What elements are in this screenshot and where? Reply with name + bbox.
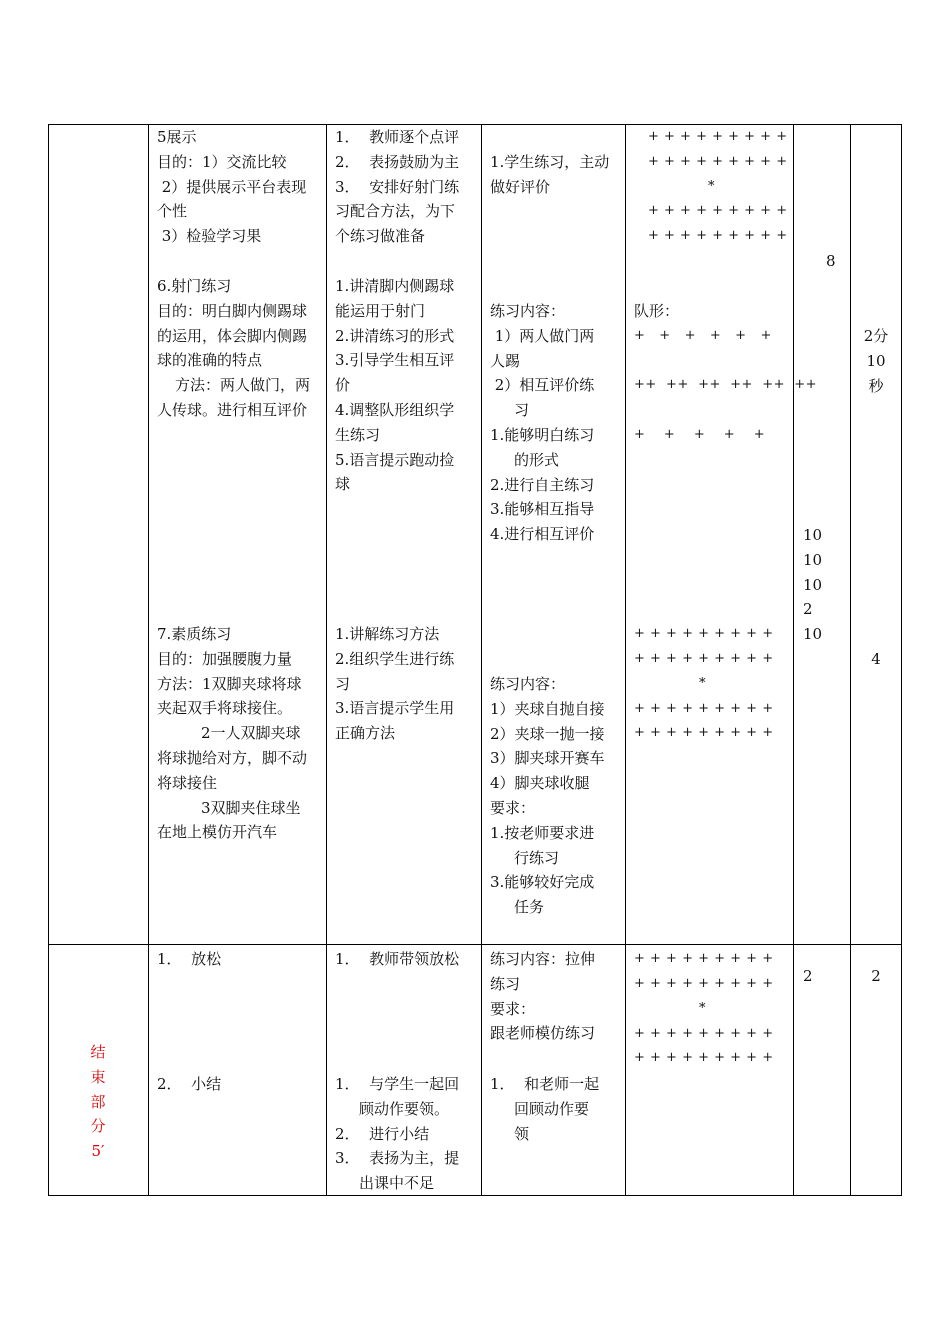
- time-line: 10: [866, 351, 886, 370]
- teacher-line: 价: [335, 376, 351, 395]
- count-value: 10: [803, 625, 823, 644]
- student-line: 要求：: [490, 999, 536, 1018]
- teacher-line: 1.讲清脚内侧踢球: [335, 277, 455, 295]
- col-border-7: [901, 124, 902, 1196]
- student-line: 的形式: [514, 450, 560, 469]
- student-section-6: [490, 299, 624, 547]
- formation-row: + + + + + + + + +: [634, 1026, 774, 1041]
- teacher-line: 出课中不足: [359, 1174, 435, 1193]
- col-border-0: [48, 124, 49, 1196]
- content-line: 2）提供展示平台表现: [157, 177, 307, 196]
- count-value: 10: [803, 526, 823, 544]
- section-title: 5展示: [157, 128, 197, 146]
- content-line: 方法：两人做门，两: [175, 376, 311, 395]
- teacher-line: 1． 教师逐个点评: [335, 128, 460, 146]
- student-line: 2.进行自主练习: [490, 475, 595, 494]
- teacher-line: 3． 表扬为主，提: [335, 1149, 460, 1168]
- teacher-line: 球: [335, 475, 351, 494]
- student-line: 行练习: [514, 848, 560, 867]
- student-line: 4.进行相互评价: [490, 525, 595, 544]
- col-border-3: [481, 124, 482, 1196]
- teacher-line: 生练习: [335, 425, 381, 444]
- student-line: 3.能够较好完成: [490, 873, 595, 892]
- time-value-section-6: [851, 324, 901, 398]
- teacher-marker: *: [699, 1001, 706, 1016]
- end-count-value: 2: [803, 967, 813, 985]
- section-label-char: 5′: [91, 1142, 105, 1161]
- teacher-line: 个练习做准备: [335, 227, 426, 246]
- time-line: 2分: [863, 327, 889, 345]
- student-line: 要求：: [490, 798, 536, 817]
- end-content-1: 1． 放松: [157, 950, 222, 968]
- count-value: 8: [826, 252, 836, 270]
- student-line: 1.学生练习，主动: [490, 153, 610, 171]
- formation-row: + + + + + + + + +: [634, 725, 774, 740]
- formation-row: + + + + + +: [634, 328, 772, 343]
- student-line: 练习内容：: [490, 302, 566, 320]
- time-value: 4: [871, 650, 881, 668]
- content-line: 将球抛给对方，脚不动: [157, 748, 308, 767]
- formation-row: + + + + + + + + +: [634, 951, 774, 966]
- student-line: 回顾动作要: [514, 1099, 590, 1118]
- col-border-1: [148, 124, 149, 1196]
- formation-row: + + + + + + + + +: [634, 976, 774, 991]
- student-line: 任务: [514, 898, 545, 917]
- section-label-char: 分: [90, 1117, 106, 1136]
- content-line: 人传球。进行相互评价: [157, 400, 308, 419]
- teacher-section-7: [335, 622, 480, 746]
- teacher-line: 能运用于射门: [335, 301, 426, 320]
- formation-row: + + + + + + + + +: [634, 651, 774, 666]
- formation-row: + + + + + + + + +: [648, 228, 788, 243]
- student-line: 3.能够相互指导: [490, 500, 595, 519]
- content-section-7: [157, 622, 325, 845]
- section-title: 7.素质练习: [157, 625, 232, 643]
- student-line: 1）夹球自抛自接: [490, 699, 605, 718]
- student-line: 1）两人做门两: [490, 326, 595, 345]
- teacher-line: 2． 表扬鼓励为主: [335, 152, 460, 171]
- formation-row: ++ ++ ++ ++ ++ ++: [634, 377, 818, 392]
- content-line: 目的：明白脚内侧踢球: [157, 301, 308, 320]
- end-student-block-2: [490, 1072, 624, 1146]
- count-value: 10: [803, 550, 823, 569]
- student-line: 1.按老师要求进: [490, 823, 595, 842]
- student-section-5: [490, 150, 624, 200]
- student-line: 练习内容：: [490, 675, 566, 693]
- section-label-char: 部: [90, 1092, 106, 1111]
- student-line: 习: [514, 401, 530, 420]
- formation-row: + + + + + + + + +: [634, 701, 774, 716]
- teacher-line: 3． 安排好射门练: [335, 177, 460, 196]
- student-line: 2）夹球一抛一接: [490, 724, 605, 743]
- content-line: 3）检验学习果: [157, 227, 262, 246]
- section-label-char: 束: [90, 1067, 106, 1086]
- formation-row: + + + + + + + + +: [648, 129, 788, 144]
- student-line: 人踢: [490, 351, 521, 370]
- student-line: 做好评价: [490, 177, 551, 196]
- teacher-line: 4.调整队形组织学: [335, 400, 455, 419]
- teacher-line: 3.语言提示学生用: [335, 699, 455, 718]
- col-border-2: [326, 124, 327, 1196]
- teacher-line: 1． 与学生一起回: [335, 1075, 460, 1093]
- content-line: 方法：1双脚夹球将球: [157, 674, 302, 693]
- teacher-marker: *: [699, 676, 706, 691]
- student-line: 2）相互评价练: [490, 376, 595, 395]
- teacher-line: 顾动作要领。: [359, 1099, 450, 1118]
- teacher-section-6: [335, 274, 480, 497]
- teacher-marker: *: [708, 179, 715, 194]
- student-line: 4）脚夹球收腿: [490, 774, 590, 793]
- content-line: 个性: [157, 202, 188, 221]
- teacher-line: 5.语言提示跑动捡: [335, 450, 455, 469]
- student-line: 3）脚夹球开赛车: [490, 749, 605, 768]
- formation-row: + + + + + + + + +: [648, 154, 788, 169]
- teacher-line: 3.引导学生相互评: [335, 351, 455, 370]
- content-section-5: [157, 125, 325, 249]
- content-line: 目的：1）交流比较: [157, 152, 287, 171]
- end-content-2: 2． 小结: [157, 1075, 222, 1093]
- student-line: 练习: [490, 974, 521, 993]
- col-border-4: [625, 124, 626, 1196]
- student-line: 跟老师模仿练习: [490, 1024, 596, 1043]
- formation-row: + + + + +: [634, 427, 766, 442]
- row-divider: [48, 944, 902, 945]
- teacher-line: 习配合方法，为下: [335, 202, 456, 221]
- formation-row: + + + + + + + + +: [634, 1050, 774, 1065]
- content-line: 夹起双手将球接住。: [157, 699, 293, 718]
- student-line: 1． 和老师一起: [490, 1075, 600, 1093]
- count-value: 10: [803, 575, 823, 594]
- time-line: 秒: [868, 376, 884, 395]
- content-line: 在地上模仿开汽车: [157, 823, 278, 842]
- formation-row: + + + + + + + + +: [648, 203, 788, 218]
- student-line: 练习内容：拉伸: [490, 950, 596, 968]
- teacher-line: 2． 进行小结: [335, 1124, 430, 1143]
- teacher-line: 2.讲清练习的形式: [335, 326, 455, 345]
- end-teacher-1: 1． 教师带领放松: [335, 950, 460, 968]
- section-title: 6.射门练习: [157, 277, 232, 295]
- count-values-section-7: [803, 523, 822, 647]
- end-student-block-1: [490, 947, 624, 1046]
- content-section-6: [157, 274, 325, 423]
- content-line: 球的准确的特点: [157, 351, 263, 370]
- content-line: 2一人双脚夹球: [201, 724, 301, 743]
- content-line: 目的：加强腰腹力量: [157, 649, 293, 668]
- student-line: 1.能够明白练习: [490, 425, 595, 444]
- section-label-char: 结: [90, 1043, 106, 1061]
- count-value: 2: [803, 600, 813, 619]
- content-line: 的运用，体会脚内侧踢: [157, 326, 308, 345]
- teacher-line: 2.组织学生进行练: [335, 649, 455, 668]
- formation-title: 队形：: [634, 302, 680, 320]
- teacher-section-5: [335, 125, 480, 249]
- end-teacher-block: [335, 1072, 480, 1196]
- end-time-value: 2: [871, 967, 881, 985]
- col-border-5: [793, 124, 794, 1196]
- content-line: 将球接住: [157, 773, 218, 792]
- teacher-line: 1.讲解练习方法: [335, 625, 440, 643]
- student-line: 领: [514, 1124, 530, 1143]
- section-label-ending: [48, 1040, 148, 1164]
- teacher-line: 正确方法: [335, 724, 396, 743]
- formation-row: + + + + + + + + +: [634, 626, 774, 641]
- student-section-7: [490, 672, 624, 920]
- content-line: 3双脚夹住球坐: [201, 798, 301, 817]
- teacher-line: 习: [335, 674, 351, 693]
